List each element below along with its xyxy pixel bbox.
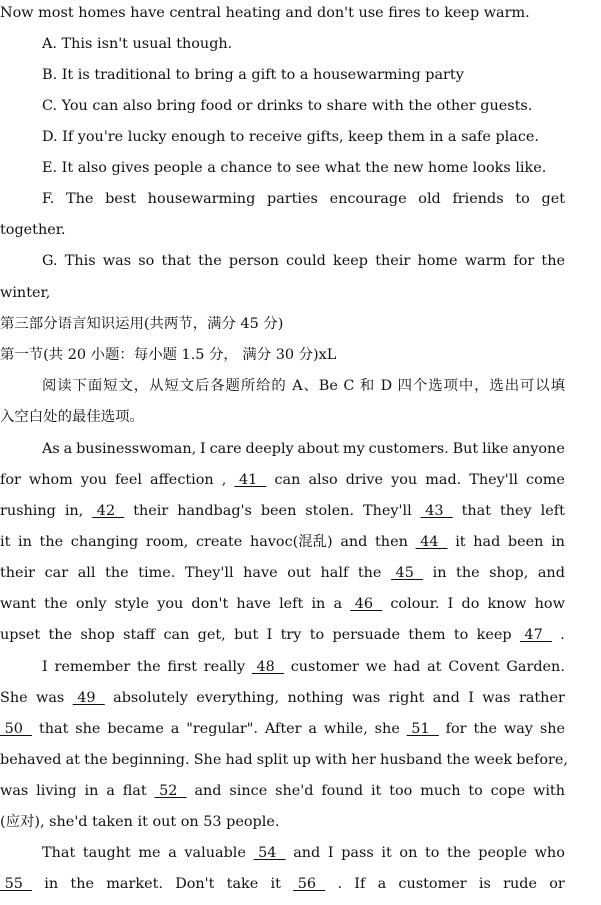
word: then — [375, 534, 408, 550]
word: since — [229, 783, 268, 799]
word: After — [264, 721, 302, 737]
subsection-heading: 第一节(共 20 小题：每小题 1.5 分， 满分 30 分)xL — [0, 347, 337, 363]
word: havoc(混乱) — [249, 534, 333, 550]
word: really — [203, 659, 246, 675]
word: we — [365, 659, 387, 675]
word: it — [381, 845, 392, 861]
word: had — [393, 659, 421, 675]
word: valuable — [184, 845, 246, 861]
word: "regular". — [186, 721, 258, 737]
word: and — [537, 565, 565, 581]
option-b: B. It is traditional to bring a gift to a housewarming party — [42, 67, 464, 83]
passage-line — [0, 657, 601, 688]
word: the — [48, 627, 73, 643]
word: have — [236, 596, 271, 612]
word: the — [70, 876, 94, 892]
blank-number: 54 — [253, 845, 286, 861]
word: cope — [490, 783, 526, 799]
word: rather — [518, 690, 565, 706]
word: all — [77, 565, 96, 581]
word: my — [342, 441, 365, 457]
word: at — [65, 752, 80, 768]
blank-number: 49 — [72, 690, 105, 706]
word: was — [36, 690, 65, 706]
word: colour. — [390, 596, 440, 612]
word: had — [225, 752, 253, 768]
word: in — [551, 534, 565, 550]
word: upset — [0, 627, 41, 643]
word: She — [0, 690, 28, 706]
word: she — [374, 721, 400, 737]
word: stolen. — [305, 503, 355, 519]
word: the — [44, 596, 68, 612]
word: in — [84, 783, 99, 799]
word: her — [351, 752, 376, 768]
word: like — [482, 441, 509, 457]
word: can — [274, 472, 301, 488]
word: changing — [70, 534, 139, 550]
word: split — [256, 752, 289, 768]
word: in — [311, 596, 326, 612]
word: to — [468, 783, 483, 799]
passage-line — [0, 781, 601, 812]
word: businesswoman, — [76, 441, 197, 457]
word: left — [540, 503, 565, 519]
instruction-cont: 入空白处的最佳选项。 — [0, 409, 144, 425]
word: the — [39, 534, 64, 550]
option-d: D. If you're lucky enough to receive gifts, keep them in a safe place. — [42, 129, 539, 145]
word: or — [549, 876, 565, 892]
word: everything, — [196, 690, 280, 706]
word: staff — [123, 627, 156, 643]
word: keep — [476, 627, 512, 643]
word: is — [478, 876, 491, 892]
word: a — [63, 441, 73, 457]
word: with — [315, 752, 348, 768]
word: I — [468, 690, 474, 706]
word: shop — [80, 627, 115, 643]
word: , — [221, 472, 227, 488]
option-f: F. The best housewarming parties encourage old friends to get — [42, 191, 565, 207]
word: out — [287, 565, 311, 581]
word: the — [446, 752, 470, 768]
word: up — [292, 752, 311, 768]
word: been — [507, 534, 544, 550]
word: pass — [341, 845, 374, 861]
word: to — [424, 845, 440, 861]
word: persuade — [332, 627, 401, 643]
option-a: A. This isn't usual though. — [42, 36, 233, 52]
blank-number: 47 — [519, 627, 552, 643]
word: the — [447, 845, 471, 861]
word: to — [309, 627, 325, 643]
word: I — [266, 627, 273, 643]
word: a — [170, 721, 180, 737]
word: husband — [380, 752, 443, 768]
word: but — [234, 627, 259, 643]
word: try — [280, 627, 302, 643]
word: a — [168, 845, 177, 861]
word: right — [388, 690, 425, 706]
passage-line — [0, 594, 601, 625]
word: the — [456, 565, 480, 581]
blank-number: 45 — [390, 565, 424, 581]
word: that — [38, 721, 69, 737]
word: handbag's — [177, 503, 252, 519]
word: customers. — [368, 441, 449, 457]
word: much — [420, 783, 461, 799]
word: want — [0, 596, 36, 612]
word: rushing — [0, 503, 56, 519]
word: customer — [398, 876, 467, 892]
word: mad. — [425, 472, 462, 488]
word: time. — [138, 565, 176, 581]
word: before, — [516, 752, 568, 768]
blank-number: 50 — [0, 721, 33, 737]
word: . — [337, 876, 343, 892]
word: at — [427, 659, 442, 675]
passage-line — [0, 532, 601, 563]
blank-number: 43 — [420, 503, 453, 519]
passage-line — [0, 812, 601, 843]
word: too — [389, 783, 413, 799]
instruction: 阅读下面短文，从短文后各题所给的 A、Be C 和 D 四个选项中，选出可以填 — [42, 378, 565, 394]
blank-number: 44 — [415, 534, 448, 550]
word: the — [473, 721, 498, 737]
word: a — [308, 721, 317, 737]
word: the — [105, 565, 129, 581]
passage-line — [0, 625, 601, 656]
word: me — [138, 845, 161, 861]
option-c: C. You can also bring food or drinks to share with the other guests. — [42, 98, 533, 114]
passage-line — [0, 719, 601, 750]
word: rude — [503, 876, 537, 892]
word: it — [370, 783, 382, 799]
word: in — [44, 876, 59, 892]
word: care — [209, 441, 242, 457]
word: behaved — [0, 752, 62, 768]
word: she — [539, 721, 565, 737]
word: in — [18, 534, 32, 550]
word: they — [499, 503, 532, 519]
word: for — [445, 721, 467, 737]
option-g: G. This was so that the person could keep their home warm for the — [42, 253, 565, 269]
blank-number: 51 — [406, 721, 439, 737]
word: became — [107, 721, 164, 737]
word: the — [357, 565, 382, 581]
word: people — [478, 845, 527, 861]
passage-line — [0, 874, 601, 905]
word: while, — [323, 721, 368, 737]
word: and — [432, 690, 460, 706]
word: deeply — [245, 441, 294, 457]
word: left — [279, 596, 304, 612]
passage-line — [0, 750, 601, 781]
word: for — [0, 472, 21, 488]
word: it — [0, 534, 11, 550]
word: first — [167, 659, 198, 675]
word: absolutely — [113, 690, 188, 706]
word: flat — [122, 783, 147, 799]
word: how — [534, 596, 565, 612]
passage-line — [0, 439, 601, 470]
word: But — [452, 441, 479, 457]
blank-number: 46 — [350, 596, 383, 612]
word: in — [432, 565, 447, 581]
passage-line — [0, 563, 601, 594]
word: customer — [290, 659, 359, 675]
blank-number: 56 — [293, 876, 326, 892]
word: Garden. — [506, 659, 565, 675]
word: Covent — [448, 659, 500, 675]
word: know — [487, 596, 527, 612]
word: shop, — [489, 565, 529, 581]
word: to — [453, 627, 469, 643]
word: can — [163, 627, 190, 643]
word: She — [193, 752, 222, 768]
word: have — [243, 565, 278, 581]
word: anyone — [512, 441, 565, 457]
word: That — [42, 845, 76, 861]
passage-text: (应对), she'd taken it out on 53 people. — [0, 814, 280, 830]
word: market. — [106, 876, 163, 892]
word: way — [503, 721, 533, 737]
word: get, — [197, 627, 226, 643]
word: you — [80, 472, 107, 488]
word: that — [461, 503, 492, 519]
passage-line — [0, 843, 601, 874]
word: found — [321, 783, 364, 799]
word: was — [0, 783, 29, 799]
word: take — [226, 876, 259, 892]
word: create — [195, 534, 243, 550]
blank-number: 42 — [92, 503, 125, 519]
word: They'll — [469, 472, 518, 488]
word: car — [44, 565, 69, 581]
word: only — [75, 596, 107, 612]
word: the — [84, 752, 108, 768]
blank-number: 48 — [251, 659, 284, 675]
word: beginning. — [111, 752, 190, 768]
word: on — [399, 845, 418, 861]
word: in, — [64, 503, 84, 519]
word: you — [157, 596, 184, 612]
passage-line — [0, 470, 601, 501]
option-e: E. It also gives people a chance to see what the new home looks like. — [42, 160, 547, 176]
word: had — [473, 534, 501, 550]
blank-number: 41 — [234, 472, 267, 488]
word: the — [137, 659, 161, 675]
word: Don't — [175, 876, 215, 892]
word: feel — [114, 472, 142, 488]
word: was — [482, 690, 511, 706]
word: I — [327, 845, 334, 861]
word: with — [533, 783, 565, 799]
word: . — [560, 627, 565, 643]
word: and — [194, 783, 222, 799]
word: week — [474, 752, 513, 768]
word: style — [114, 596, 150, 612]
word: do — [461, 596, 480, 612]
word: their — [0, 565, 36, 581]
word: it — [455, 534, 466, 550]
blank-number: 52 — [154, 783, 187, 799]
passage-line — [0, 501, 601, 532]
word: remember — [54, 659, 131, 675]
word: come — [526, 472, 565, 488]
word: been — [260, 503, 297, 519]
word: you — [391, 472, 418, 488]
word: them — [408, 627, 446, 643]
word: and — [340, 534, 368, 550]
word: affection — [150, 472, 214, 488]
word: nothing — [287, 690, 344, 706]
word: about — [297, 441, 340, 457]
word: half — [320, 565, 349, 581]
word: who — [534, 845, 565, 861]
word: she'd — [275, 783, 314, 799]
word: As — [42, 441, 60, 457]
word: a — [377, 876, 387, 892]
word: whom — [28, 472, 73, 488]
word: I — [447, 596, 454, 612]
word: drive — [345, 472, 384, 488]
text-line: Now most homes have central heating and don't use fires to keep warm. — [0, 5, 530, 21]
word: taught — [82, 845, 131, 861]
passage-line — [0, 688, 601, 719]
word: I — [42, 659, 48, 675]
word: their — [133, 503, 169, 519]
option-f-cont: together. — [0, 222, 66, 238]
word: I — [200, 441, 206, 457]
section-heading: 第三部分语言知识运用(共两节，满分 45 分) — [0, 316, 284, 332]
word: a — [106, 783, 115, 799]
word: living — [36, 783, 77, 799]
word: They'll — [184, 565, 234, 581]
word: was — [351, 690, 381, 706]
word: a — [333, 596, 343, 612]
word: also — [308, 472, 338, 488]
option-g-cont: winter, — [0, 285, 51, 301]
word: and — [293, 845, 321, 861]
word: don't — [191, 596, 229, 612]
word: she — [75, 721, 101, 737]
word: They'll — [363, 503, 412, 519]
word: room, — [145, 534, 189, 550]
blank-number: 55 — [0, 876, 33, 892]
word: it — [270, 876, 281, 892]
word: If — [354, 876, 366, 892]
